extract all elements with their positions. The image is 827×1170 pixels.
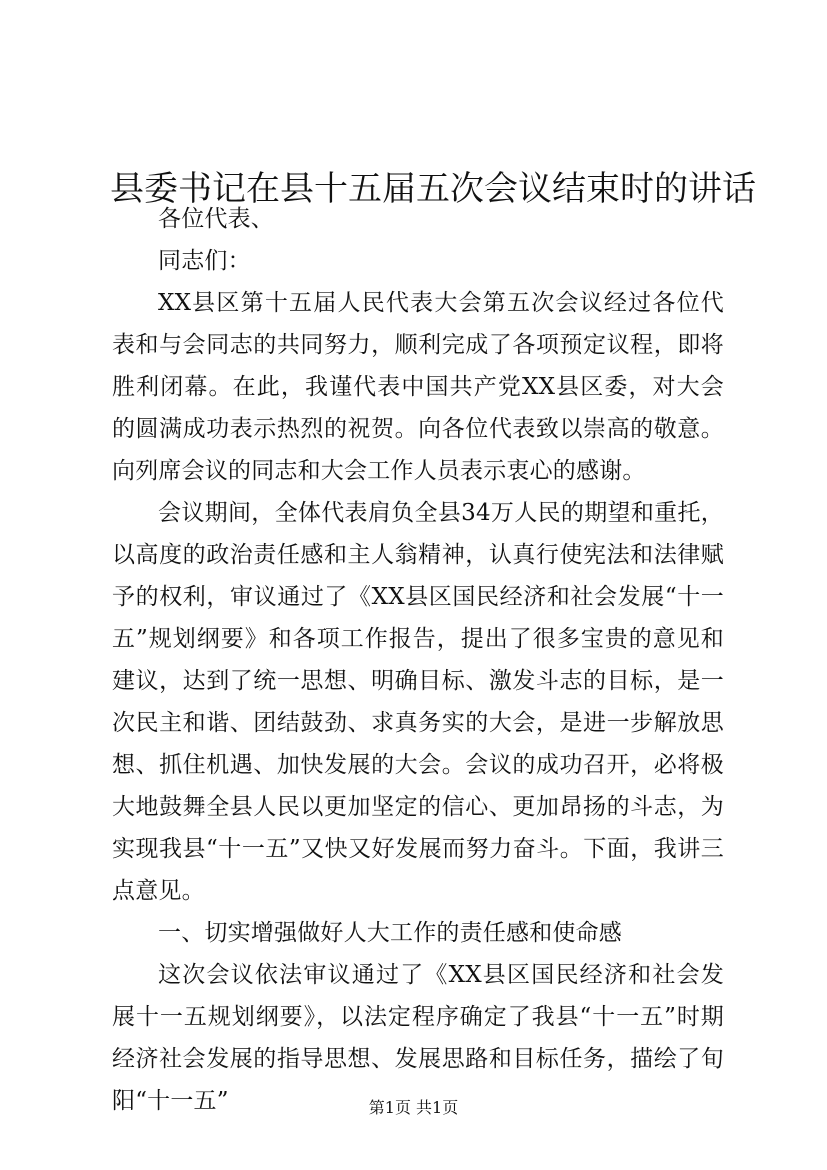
paragraph-section-1: 这次会议依法审议通过了《XX县区国民经济和社会发展十一五规划纲要》，以法定程序确定了我县“十一五”时期经济社会发展的指导思想、发展思路和目标任务，描绘了旬阳“十一五” <box>112 962 724 1114</box>
document-title: 县委书记在县十五届五次会议结束时的讲话 <box>110 168 756 209</box>
document-body <box>112 198 724 1122</box>
section-heading-1: 一、切实增强做好人大工作的责任感和使命感 <box>158 920 622 946</box>
salutation-line-2: 同志们： <box>158 248 251 274</box>
paragraph-opening: XX县区第十五届人民代表大会第五次会议经过各位代表和与会同志的共同努力，顺利完成了各项预定议程，即将胜利闭幕。在此，我谨代表中国共产党XX县区委，对大会的圆满成功表示热烈的祝贺。向各位代表致以崇高的敬意。向列席会议的同志和大会工作人员表示衷心的感谢。 <box>112 290 724 484</box>
page-footer: 第1页 共1页 <box>368 1098 459 1117</box>
salutation-line-1: 各位代表、 <box>158 206 274 232</box>
paragraph-meeting-summary: 会议期间，全体代表肩负全县34万人民的期望和重托，以高度的政治责任感和主人翁精神，认真行使宪法和法律赋予的权利，审议通过了《XX县区国民经济和社会发展“十一五”规划纲要》和各项工作报告，提出了很多宝贵的意见和建议，达到了统一思想、明确目标、激发斗志的目标，是一次民主和谐、团结鼓劲、求真务实的大会，是进一步解放思想、抓住机遇、加快发展的大会。会议的成功召开，必将极大地鼓舞全县人民以更加坚定的信心、更加昂扬的斗志，为实现我县“十一五”又快又好发展而努力奋斗。下面，我讲三点意见。 <box>112 500 724 904</box>
